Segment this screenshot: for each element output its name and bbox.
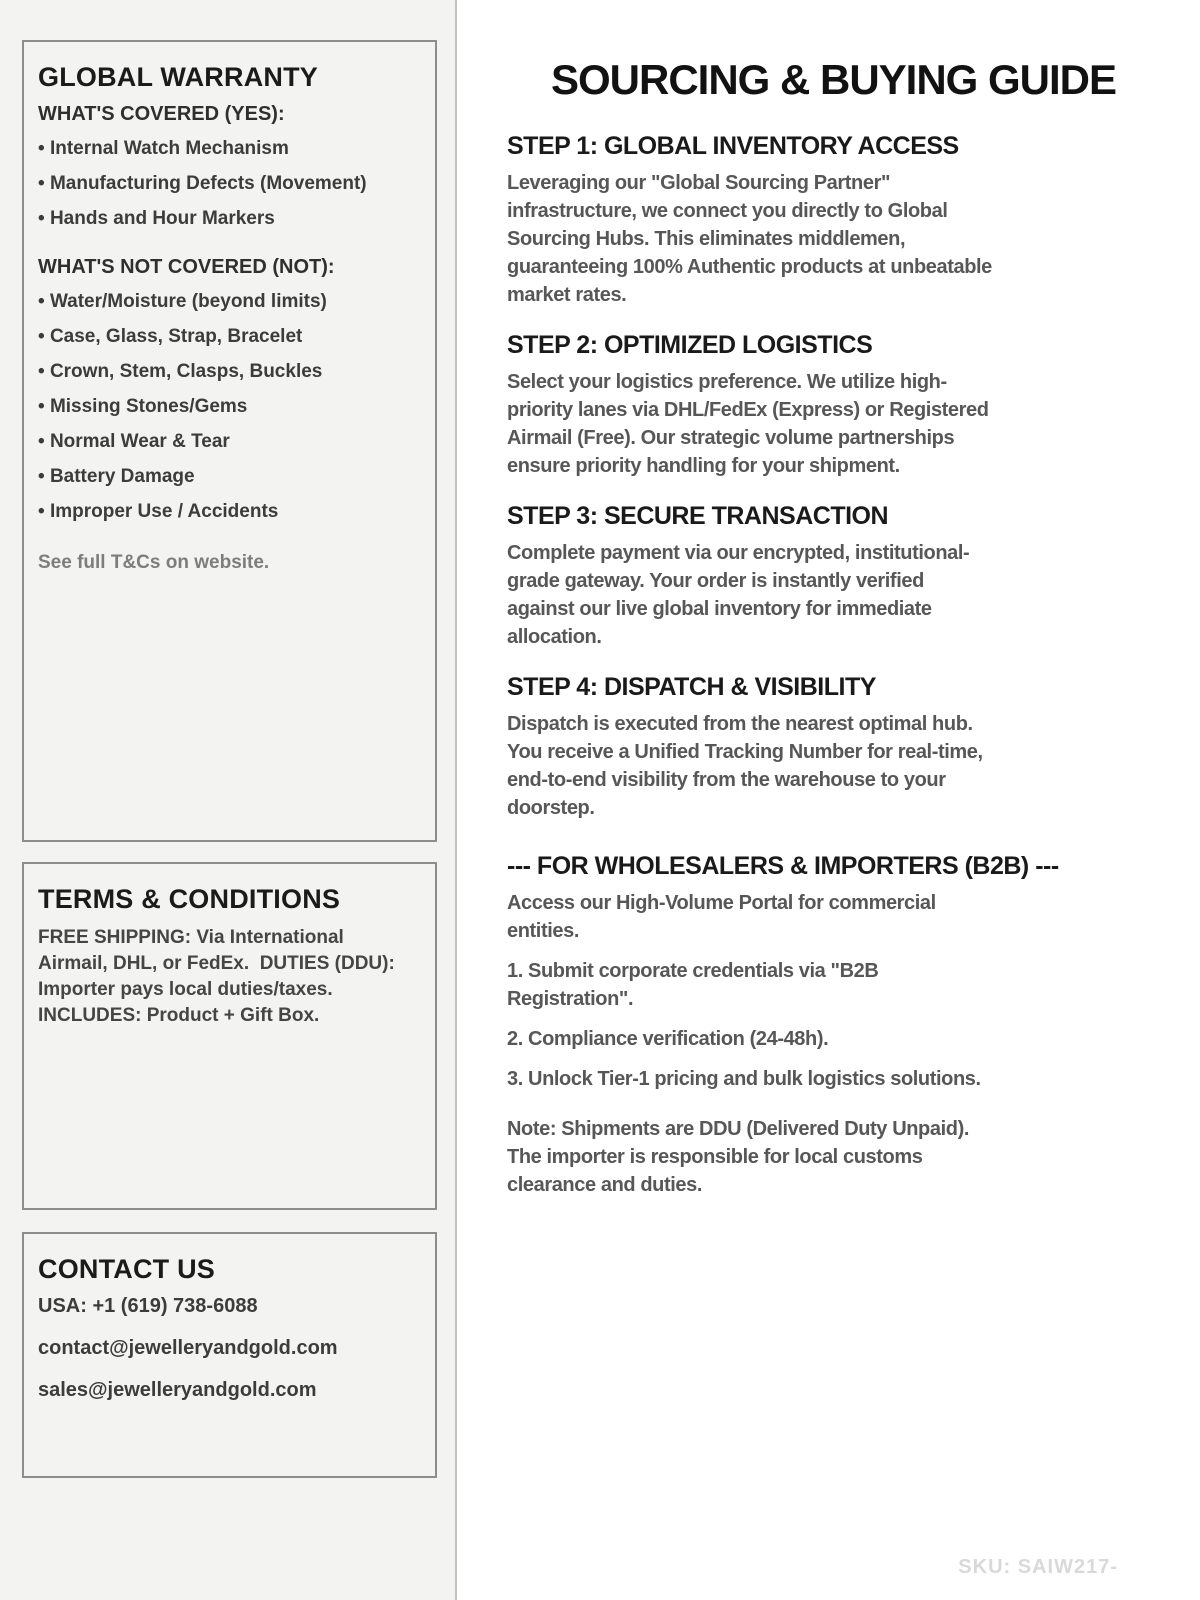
b2b-item-2: 2. Compliance verification (24-48h).	[507, 1028, 829, 1050]
sku-label: SKU: SAIW217-	[958, 1556, 1118, 1578]
step-2-body: Select your logistics preference. We utilize high-priority lanes via DHL/FedEx (Express) or Registered Airmail (Free). Our strategic volume partnerships ensure priority handling for your shipment.	[507, 371, 989, 477]
step-3-body: Complete payment via our encrypted, institutional-grade gateway. Your order is instantly verified against our live global inventory for immediate allocation.	[507, 542, 970, 648]
covered-list	[38, 138, 421, 229]
list-item: • Manufacturing Defects (Movement)	[38, 173, 421, 194]
list-item: • Case, Glass, Strap, Bracelet	[38, 326, 421, 347]
b2b-section	[507, 852, 1160, 1199]
step-1-heading: STEP 1: GLOBAL INVENTORY ACCESS	[507, 132, 959, 160]
terms-card	[22, 862, 437, 1210]
list-item: • Water/Moisture (beyond limits)	[38, 291, 421, 312]
contact-title: CONTACT US	[38, 1254, 215, 1284]
list-item: • Battery Damage	[38, 466, 421, 487]
b2b-intro: Access our High-Volume Portal for commercial entities.	[507, 892, 936, 942]
contact-phone: USA: +1 (619) 738-6088	[38, 1295, 258, 1317]
warranty-footnote: See full T&Cs on website.	[38, 552, 270, 573]
page-title: SOURCING & BUYING GUIDE	[550, 56, 1117, 103]
sidebar	[0, 0, 457, 1600]
list-item: • Normal Wear & Tear	[38, 431, 421, 452]
list-item: • Crown, Stem, Clasps, Buckles	[38, 361, 421, 382]
terms-title: TERMS & CONDITIONS	[38, 884, 341, 914]
step-1-body: Leveraging our "Global Sourcing Partner" infrastructure, we connect you directly to Global Sourcing Hubs. This eliminates middlemen, guaranteeing 100% Authentic products at unbeatable market rates.	[507, 172, 992, 306]
warranty-title: GLOBAL WARRANTY	[38, 62, 318, 92]
b2b-item-3: 3. Unlock Tier-1 pricing and bulk logistics solutions.	[507, 1068, 981, 1090]
not-covered-heading: WHAT'S NOT COVERED (NOT):	[38, 256, 335, 278]
contact-card	[22, 1232, 437, 1478]
list-item: • Hands and Hour Markers	[38, 208, 421, 229]
step-3	[507, 502, 1160, 651]
b2b-note: Note: Shipments are DDU (Delivered Duty Unpaid). The importer is responsible for local customs clearance and duties.	[507, 1118, 969, 1196]
sourcing-guide	[459, 0, 1200, 1600]
step-2-heading: STEP 2: OPTIMIZED LOGISTICS	[507, 331, 873, 359]
step-1	[507, 132, 1160, 309]
b2b-item-1: 1. Submit corporate credentials via "B2B Registration".	[507, 960, 879, 1010]
contact-sales-email: sales@jewelleryandgold.com	[38, 1379, 317, 1401]
step-2	[507, 331, 1160, 480]
step-4-heading: STEP 4: DISPATCH & VISIBILITY	[507, 673, 876, 701]
contact-email: contact@jewelleryandgold.com	[38, 1337, 338, 1359]
list-item: • Missing Stones/Gems	[38, 396, 421, 417]
step-4	[507, 673, 1160, 822]
terms-body: FREE SHIPPING: Via International Airmail, DHL, or FedEx. DUTIES (DDU): Importer pays local duties/taxes. INCLUDES: Product + Gift Box.	[38, 927, 401, 1026]
warranty-card	[22, 40, 437, 842]
b2b-heading: --- FOR WHOLESALERS & IMPORTERS (B2B) ---	[507, 852, 1059, 880]
list-item: • Internal Watch Mechanism	[38, 138, 421, 159]
not-covered-list	[38, 291, 421, 522]
step-4-body: Dispatch is executed from the nearest optimal hub. You receive a Unified Tracking Number for real-time, end-to-end visibility from the warehouse to your doorstep.	[507, 713, 983, 819]
list-item: • Improper Use / Accidents	[38, 501, 421, 522]
step-3-heading: STEP 3: SECURE TRANSACTION	[507, 502, 889, 530]
covered-heading: WHAT'S COVERED (YES):	[38, 103, 285, 125]
